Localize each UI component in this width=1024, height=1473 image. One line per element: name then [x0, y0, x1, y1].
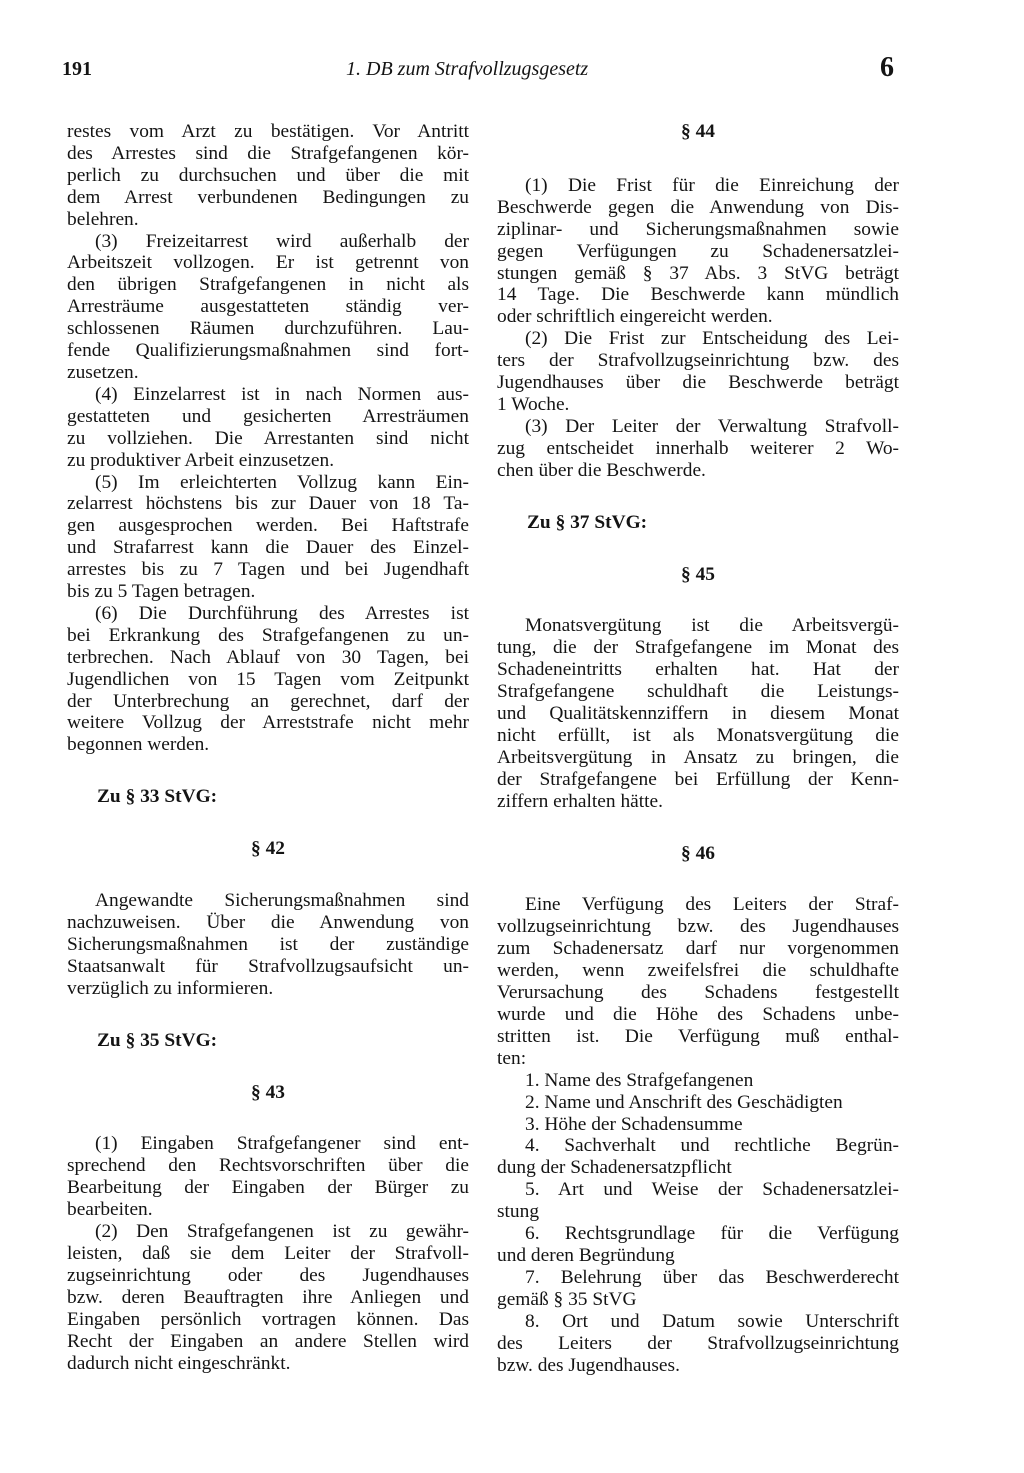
text-line: Recht der Eingaben an andere Stellen wird: [67, 1330, 469, 1352]
text-line: stritten ist. Die Verfügung muß enthal-: [497, 1025, 899, 1047]
text-line: dung der Schadenersatzpflicht: [497, 1157, 732, 1179]
text-line: oder schriftlich eingereicht werden.: [497, 306, 773, 328]
text-line: stungen gemäß § 37 Abs. 3 StVG beträgt: [497, 262, 899, 284]
paragraph-heading: § 46: [681, 842, 715, 864]
chapter-number: 6: [880, 52, 894, 83]
text-line: und Strafarrest kann die Dauer des Einzel-: [67, 537, 469, 559]
text-line: 7. Belehrung über das Beschwerderecht: [525, 1266, 899, 1288]
text-line: 6. Rechtsgrundlage für die Verfügung: [525, 1223, 899, 1245]
text-line: (1) Die Frist für die Einreichung der: [525, 174, 899, 196]
vertical-gap: [497, 813, 899, 843]
running-head: [0, 52, 1024, 86]
paragraph-heading: § 44: [681, 121, 715, 142]
text-line: 1 Woche.: [497, 393, 570, 415]
text-line: stung: [497, 1201, 540, 1223]
page-number: 191: [62, 58, 92, 80]
text-line: zu vollziehen. Die Arrestanten sind nicht: [67, 427, 469, 449]
list-item-line: 1. Name des Strafgefangenen: [525, 1069, 754, 1091]
text-line: 4. Sachverhalt und rechtliche Begrün-: [525, 1135, 899, 1157]
text-line: Angewandte Sicherungsmaßnahmen sind: [95, 890, 469, 912]
text-line: gegen Verfügungen zu Schadenersatzlei-: [497, 240, 899, 262]
right-column: [497, 121, 899, 1376]
vertical-gap: [497, 864, 899, 894]
text-line: Eine Verfügung des Leiters der Straf-: [525, 894, 899, 916]
text-line: der Unterbrechung an gerechnet, darf der: [67, 690, 469, 712]
text-line: schlossenen Räumen durchzuführen. Lau-: [67, 318, 469, 340]
text-line: gen ausgesprochen werden. Bei Haftstrafe: [67, 515, 469, 537]
vertical-gap: [67, 808, 469, 838]
text-line: den übrigen Strafgefangenen in nicht als: [67, 274, 469, 296]
text-line: Verursachung des Schadens festgestellt: [497, 982, 899, 1004]
text-line: 14 Tage. Die Beschwerde kann mündlich: [497, 284, 899, 306]
text-line: ziplinar- und Sicherungsmaßnahmen sowie: [497, 218, 899, 240]
text-line: leisten, daß sie dem Leiter der Strafvoll-: [67, 1242, 469, 1264]
text-line: dem Arrest verbundenen Bedingungen zu: [67, 186, 469, 208]
text-line: restes vom Arzt zu bestätigen. Vor Antritt: [67, 121, 469, 142]
text-line: zugseinrichtung oder des Jugendhauses: [67, 1264, 469, 1286]
vertical-gap: [67, 1000, 469, 1030]
vertical-gap: [497, 143, 899, 175]
text-line: Eingaben persönlich vortragen können. Das: [67, 1308, 469, 1330]
text-line: des Arrestes sind die Strafgefangenen kör-: [67, 142, 469, 164]
text-line: Monatsvergütung ist die Arbeitsvergü-: [525, 615, 899, 637]
vertical-gap: [497, 534, 899, 564]
text-line: (6) Die Durchführung des Arrestes ist: [95, 602, 469, 624]
text-line: bzw. deren Beauftragten ihre Anliegen und: [67, 1286, 469, 1308]
list-item-line: 3. Höhe der Schadensumme: [525, 1113, 743, 1135]
text-line: und deren Begründung: [497, 1244, 675, 1266]
text-line: der Strafgefangene bei Erfüllung der Kenn-: [497, 768, 899, 790]
vertical-gap: [67, 1103, 469, 1133]
text-line: ten:: [497, 1047, 527, 1069]
text-line: tung, die der Strafgefangene im Monat des: [497, 637, 899, 659]
text-line: Arbeitszeit vollzogen. Er ist getrennt von: [67, 252, 469, 274]
text-line: (5) Im erleichterten Vollzug kann Ein-: [95, 471, 469, 493]
text-line: bearbeiten.: [67, 1199, 153, 1221]
text-line: (4) Einzelarrest ist in nach Normen aus-: [95, 383, 469, 405]
list-item-line: 2. Name und Anschrift des Geschädigten: [525, 1091, 843, 1113]
text-line: Sicherungsmaßnahmen ist der zuständige: [67, 933, 469, 955]
text-line: dadurch nicht eingeschränkt.: [67, 1352, 291, 1374]
text-line: zum Schadenersatz darf nur vorgenommen: [497, 938, 899, 960]
text-line: vollzugseinrichtung bzw. des Jugendhauses: [497, 916, 899, 938]
text-line: und Qualitätskennziffern in diesem Monat: [497, 703, 899, 725]
text-line: bis zu 5 Tagen betragen.: [67, 581, 256, 603]
paragraph-heading: § 45: [681, 563, 715, 585]
text-line: Schadeneintritts erhalten hat. Hat der: [497, 659, 899, 681]
paragraph-heading: § 42: [251, 838, 285, 860]
text-line: sprechend den Rechtsvorschriften über die: [67, 1155, 469, 1177]
vertical-gap: [497, 585, 899, 615]
text-line: ters der Strafvollzugseinrichtung bzw. des: [497, 350, 899, 372]
section-reference: Zu § 37 StVG:: [527, 511, 648, 533]
text-line: gestatteten und gesicherten Arresträumen: [67, 405, 469, 427]
text-line: 5. Art und Weise der Schadenersatzlei-: [525, 1179, 899, 1201]
vertical-gap: [67, 756, 469, 786]
text-line: (1) Eingaben Strafgefangener sind ent-: [95, 1133, 469, 1155]
text-line: Jugendlichen von 15 Tagen vom Zeitpunkt: [67, 668, 469, 690]
section-reference: Zu § 33 StVG:: [97, 786, 218, 808]
text-line: perlich zu durchsuchen und über die mit: [67, 164, 469, 186]
vertical-gap: [497, 482, 899, 512]
text-line: werden, wenn zweifelsfrei die schuldhafte: [497, 960, 899, 982]
text-line: wurde und die Höhe des Schadens unbe-: [497, 1004, 899, 1025]
text-line: zelarrest höchstens bis zur Dauer von 18 Ta-: [67, 493, 469, 515]
text-line: zug entscheidet innerhalb weiterer 2 Wo-: [497, 437, 899, 459]
text-line: nachzuweisen. Über die Anwendung von: [67, 912, 469, 933]
text-line: bei Erkrankung des Strafgefangenen zu un-: [67, 624, 469, 646]
section-reference: Zu § 35 StVG:: [97, 1029, 218, 1051]
text-line: (2) Den Strafgefangenen ist zu gewähr-: [95, 1221, 469, 1243]
text-line: Arresträume ausgestatteten ständig ver-: [67, 296, 469, 318]
text-line: arrestes bis zu 7 Tagen und bei Jugendhaft: [67, 559, 469, 581]
text-line: verzüglich zu informieren.: [67, 977, 274, 999]
vertical-gap: [67, 860, 469, 890]
text-line: Arbeitsvergütung in Ansatz zu bringen, die: [497, 746, 899, 768]
text-line: Beschwerde gegen die Anwendung von Dis-: [497, 196, 899, 218]
text-line: (2) Die Frist zur Entscheidung des Lei-: [525, 328, 899, 350]
text-line: Bearbeitung der Eingaben der Bürger zu: [67, 1177, 469, 1199]
text-line: Staatsanwalt für Strafvollzugsaufsicht un-: [67, 955, 469, 977]
text-line: terbrechen. Nach Ablauf von 30 Tagen, bei: [67, 646, 469, 668]
text-line: fende Qualifizierungsmaßnahmen sind fort-: [67, 340, 469, 362]
left-column: [67, 121, 469, 1374]
running-title: 1. DB zum Strafvollzugsgesetz: [346, 58, 589, 80]
text-line: chen über die Beschwerde.: [497, 459, 706, 481]
text-line: ziffern erhalten hätte.: [497, 790, 663, 812]
text-line: belehren.: [67, 208, 139, 230]
text-line: Strafgefangene schuldhaft die Leistungs-: [497, 681, 899, 703]
text-line: weitere Vollzug der Arreststrafe nicht mehr: [67, 712, 469, 734]
text-line: nicht erfüllt, ist als Monatsvergütung die: [497, 724, 899, 746]
text-line: 8. Ort und Datum sowie Unterschrift: [525, 1310, 899, 1332]
text-line: des Leiters der Strafvollzugseinrichtung: [497, 1332, 899, 1354]
text-line: Jugendhauses über die Beschwerde beträgt: [497, 372, 899, 394]
text-line: gemäß § 35 StVG: [497, 1288, 637, 1310]
vertical-gap: [67, 1052, 469, 1082]
text-line: begonnen werden.: [67, 734, 210, 756]
paragraph-heading: § 43: [251, 1081, 285, 1103]
text-line: zusetzen.: [67, 361, 139, 383]
text-line: (3) Freizeitarrest wird außerhalb der: [95, 230, 469, 252]
text-line: bzw. des Jugendhauses.: [497, 1354, 680, 1376]
text-line: (3) Der Leiter der Verwaltung Strafvoll-: [525, 415, 899, 437]
text-line: zu produktiver Arbeit einzusetzen.: [67, 449, 335, 471]
